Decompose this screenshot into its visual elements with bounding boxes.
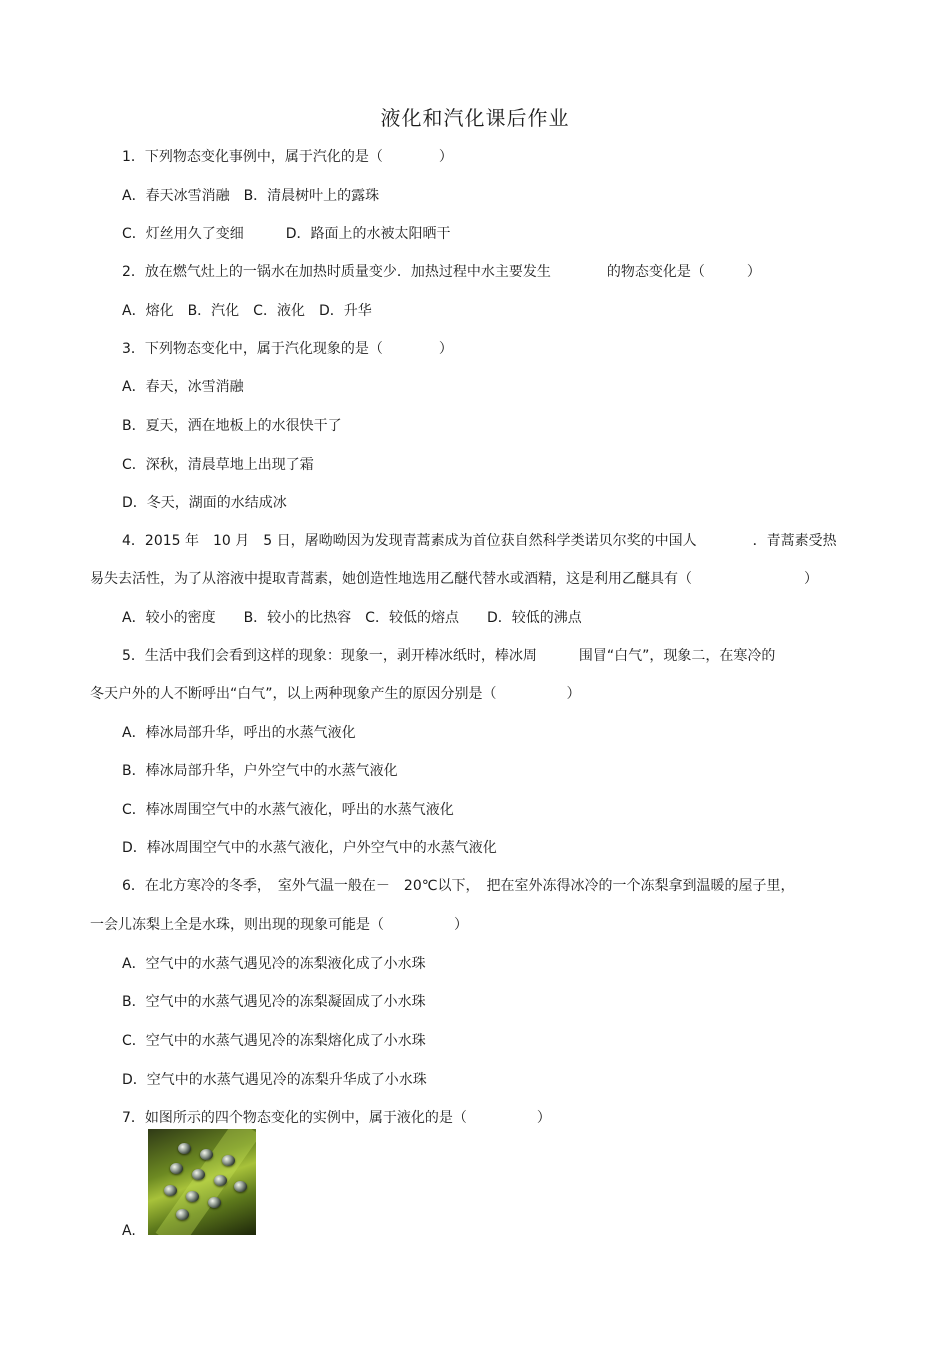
question-6-option-d: D．空气中的水蒸气遇见冷的冻梨升华成了小水珠 xyxy=(122,1072,427,1088)
question-1-option-line-2: C．灯丝用久了变细 D．路面上的水被太阳晒干 xyxy=(122,226,451,242)
water-drop xyxy=(176,1209,189,1220)
water-drop xyxy=(178,1143,191,1154)
question-1-option-line-1: A．春天冰雪消融 B．清晨树叶上的露珠 xyxy=(122,188,380,204)
question-6-option-a: A．空气中的水蒸气遇见冷的冻梨液化成了小水珠 xyxy=(122,956,426,972)
question-6-stem-continued: 一会儿冻梨上全是水珠，则出现的现象可能是（ ） xyxy=(90,917,468,933)
water-drop xyxy=(186,1191,199,1202)
question-5-stem-continued: 冬天户外的人不断呼出“白气”，以上两种现象产生的原因分别是（ ） xyxy=(90,686,581,702)
water-drop xyxy=(214,1175,227,1186)
water-drop xyxy=(192,1169,205,1180)
question-6-option-c: C．空气中的水蒸气遇见冷的冻梨熔化成了小水珠 xyxy=(122,1033,426,1049)
question-7-option-a-label: A. xyxy=(122,1223,136,1239)
question-6-stem: 6．在北方寒冷的冬季， 室外气温一般在－ 20℃以下， 把在室外冻得冰冷的一个冻梨拿到温暖的屋子里， xyxy=(122,878,795,894)
page-title: 液化和汽化课后作业 xyxy=(380,106,570,130)
question-5-option-a: A．棒冰局部升华，呼出的水蒸气液化 xyxy=(122,725,356,741)
question-3-option-d: D．冬天，湖面的水结成冰 xyxy=(122,495,287,511)
question-1-stem: 1．下列物态变化事例中，属于汽化的是（ ） xyxy=(122,149,453,165)
question-5-option-d: D．棒冰周围空气中的水蒸气液化，户外空气中的水蒸气液化 xyxy=(122,840,497,856)
question-3-option-b: B．夏天，洒在地板上的水很快干了 xyxy=(122,418,342,434)
water-drop xyxy=(222,1155,235,1166)
question-3-option-a: A．春天，冰雪消融 xyxy=(122,379,244,395)
water-drop xyxy=(200,1149,213,1160)
question-5-stem: 5．生活中我们会看到这样的现象：现象一，剥开棒冰纸时，棒冰周 围冒“白气”，现象二，在寒冷的 xyxy=(122,648,776,664)
water-drop xyxy=(170,1163,183,1174)
question-4-stem-continued: 易失去活性，为了从溶液中提取青蒿素，她创造性地选用乙醚代替水或酒精，这是利用乙醚具有（ ） xyxy=(90,571,818,587)
question-7-stem: 7．如图所示的四个物态变化的实例中，属于液化的是（ ） xyxy=(122,1110,551,1126)
question-3-stem: 3．下列物态变化中，属于汽化现象的是（ ） xyxy=(122,341,453,357)
water-drop xyxy=(164,1185,177,1196)
question-5-option-b: B．棒冰局部升华，户外空气中的水蒸气液化 xyxy=(122,763,398,779)
question-4-stem: 4．2015 年 10 月 5 日，屠呦呦因为发现青蒿素成为首位获自然科学类诺贝尔奖的中国人 ．青蒿素受热 xyxy=(122,533,837,549)
water-drop xyxy=(208,1197,221,1208)
question-5-option-c: C．棒冰周围空气中的水蒸气液化，呼出的水蒸气液化 xyxy=(122,802,454,818)
question-4-options: A．较小的密度 B．较小的比热容 C．较低的熔点 D．较低的沸点 xyxy=(122,610,582,626)
dew-drops-on-leaf-image xyxy=(148,1129,256,1235)
question-2-options: A．熔化 B．汽化 C．液化 D．升华 xyxy=(122,303,372,319)
question-2-stem: 2．放在燃气灶上的一锅水在加热时质量变少．加热过程中水主要发生 的物态变化是（ ） xyxy=(122,264,761,280)
water-drop xyxy=(234,1181,247,1192)
question-3-option-c: C．深秋，清晨草地上出现了霜 xyxy=(122,457,314,473)
question-6-option-b: B．空气中的水蒸气遇见冷的冻梨凝固成了小水珠 xyxy=(122,994,426,1010)
